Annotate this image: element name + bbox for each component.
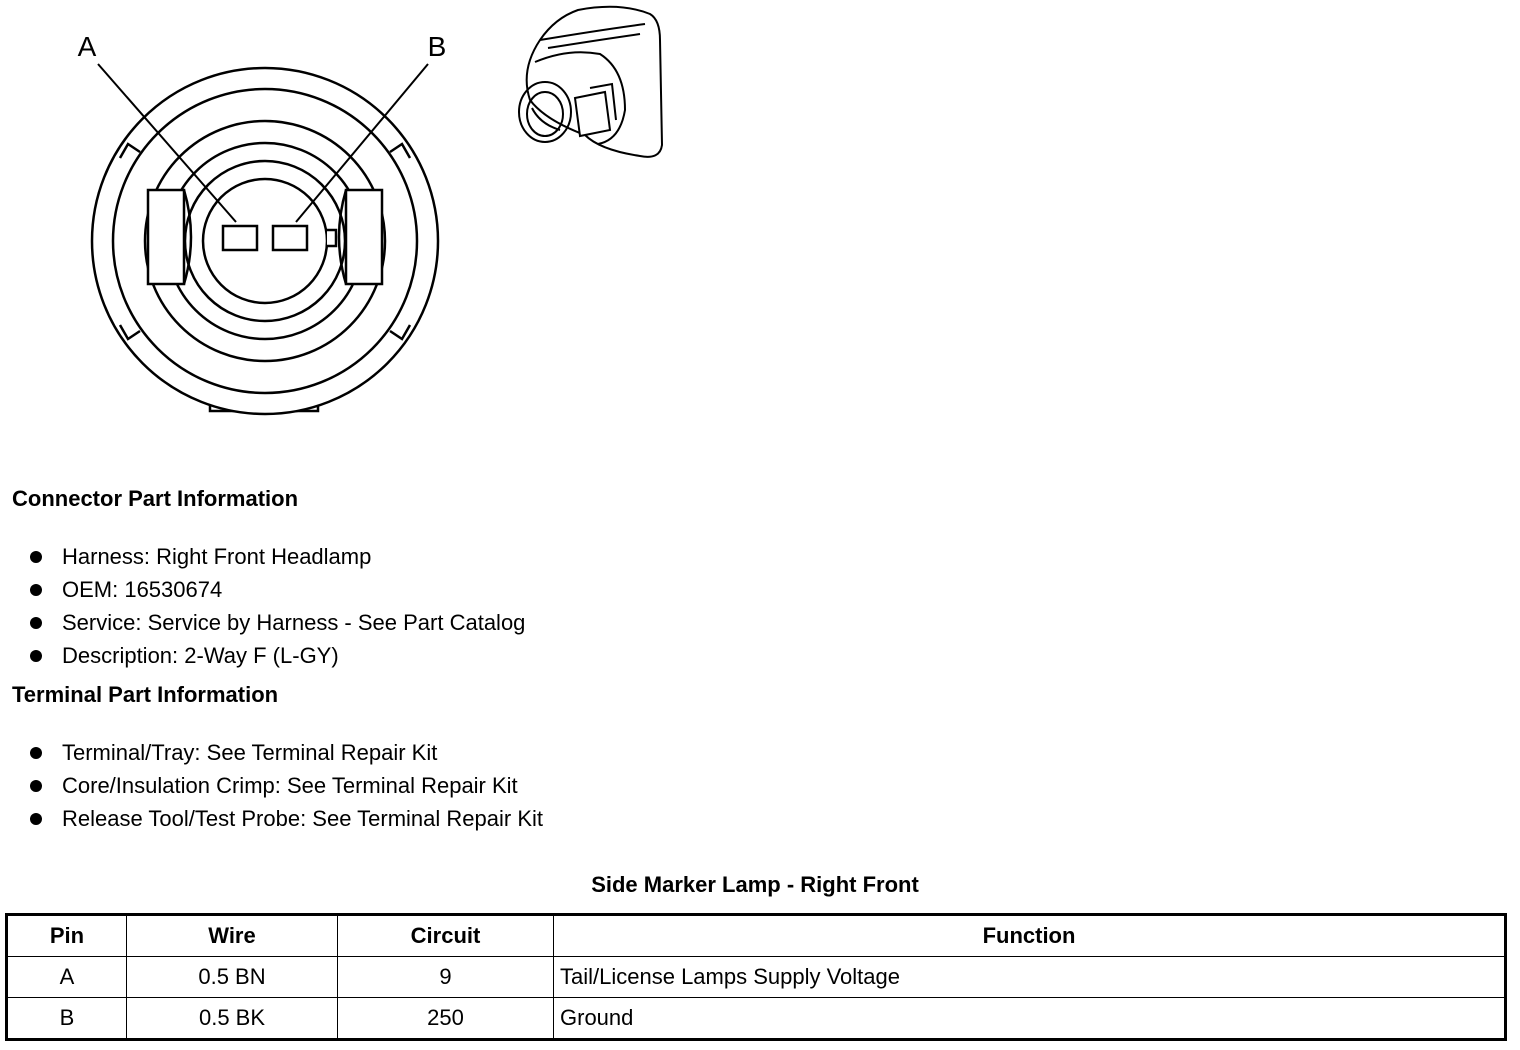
cell-function: Ground [554,998,1506,1040]
connector-isometric-view [519,7,662,157]
pin-table-title: Side Marker Lamp - Right Front [591,872,919,897]
terminal-info-heading: Terminal Part Information [12,682,279,707]
list-item: Description: 2-Way F (L-GY) [30,639,525,672]
header-wire: Wire [127,915,338,957]
cell-circuit: 250 [338,998,554,1040]
terminal-info-list [30,736,543,835]
cell-pin: B [7,998,127,1040]
connector-face-view [92,68,438,414]
header-pin: Pin [7,915,127,957]
table-row [7,957,1506,998]
cell-function: Tail/License Lamps Supply Voltage [554,957,1506,998]
connector-diagram [0,0,700,430]
callout-b-label: B [427,31,447,62]
list-item: OEM: 16530674 [30,573,525,606]
table-row [7,998,1506,1040]
table-header-row [7,915,1506,957]
callout-a-label: A [77,31,97,62]
header-circuit: Circuit [338,915,554,957]
list-item: Harness: Right Front Headlamp [30,540,525,573]
list-item: Core/Insulation Crimp: See Terminal Repair Kit [30,769,543,802]
header-function: Function [554,915,1506,957]
pin-table [5,913,1507,1041]
cell-pin: A [7,957,127,998]
cell-circuit: 9 [338,957,554,998]
connector-info-heading: Connector Part Information [12,486,299,511]
list-item: Release Tool/Test Probe: See Terminal Repair Kit [30,802,543,835]
connector-info-list [30,540,525,672]
cell-wire: 0.5 BN [127,957,338,998]
cell-wire: 0.5 BK [127,998,338,1040]
list-item: Terminal/Tray: See Terminal Repair Kit [30,736,543,769]
list-item: Service: Service by Harness - See Part Catalog [30,606,525,639]
